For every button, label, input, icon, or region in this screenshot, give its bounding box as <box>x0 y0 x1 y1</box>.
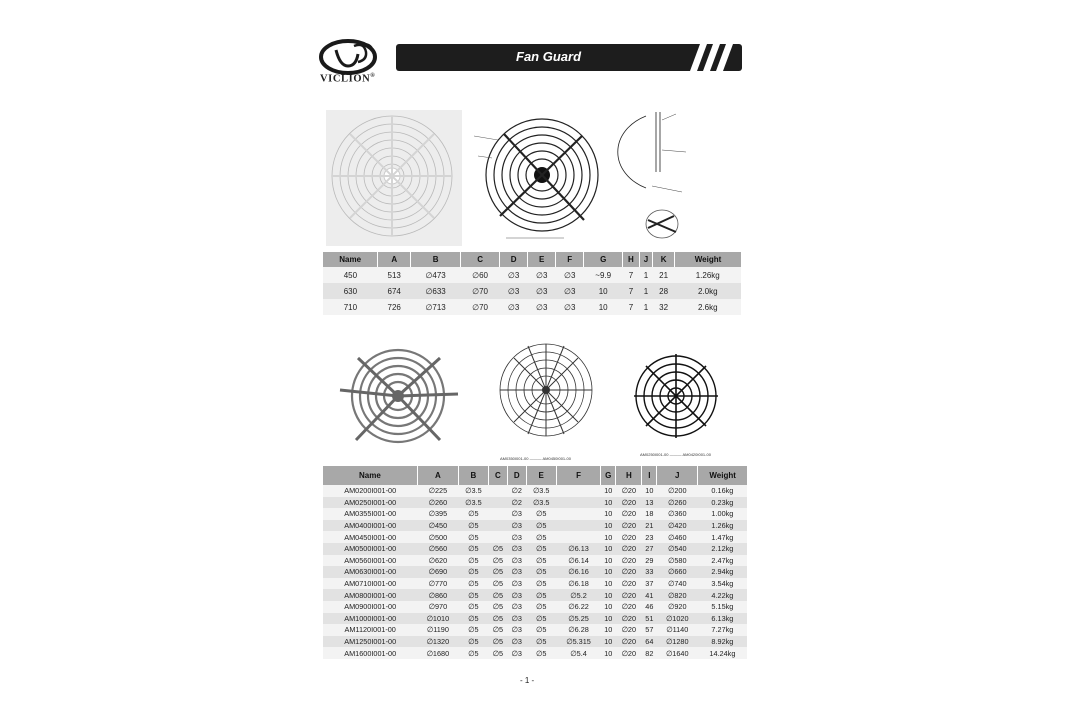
table-cell: 710 <box>323 299 378 315</box>
table-cell: ∅20 <box>616 520 642 532</box>
table-cell: ∅860 <box>417 589 458 601</box>
table-cell: ∅3 <box>507 543 526 555</box>
table-cell: ∅450 <box>417 520 458 532</box>
table-cell: ∅3 <box>528 283 556 299</box>
table-cell: ∅1680 <box>417 647 458 659</box>
table-cell: ∅3 <box>528 299 556 315</box>
table-row <box>323 555 747 567</box>
column-header: E <box>526 466 556 485</box>
table-cell: ∅20 <box>616 613 642 625</box>
table-cell: 10 <box>601 578 616 590</box>
table-cell: 7 <box>623 267 640 283</box>
table-row <box>323 578 747 590</box>
table-cell: 10 <box>601 497 616 509</box>
column-header: J <box>639 252 652 267</box>
table-cell: AM0800I001-00 <box>323 589 417 601</box>
table-cell: ∅3 <box>507 531 526 543</box>
table-cell: 7 <box>623 299 640 315</box>
table-cell: ∅633 <box>411 283 461 299</box>
table-cell: 10 <box>601 485 616 497</box>
table-cell: 13 <box>642 497 657 509</box>
table-cell: ∅6.22 <box>556 601 601 613</box>
table-cell: ∅473 <box>411 267 461 283</box>
table-cell: 674 <box>378 283 411 299</box>
table-cell: ∅6.28 <box>556 624 601 636</box>
column-header: Name <box>323 466 417 485</box>
table-cell <box>488 520 507 532</box>
table-cell: ∅690 <box>417 566 458 578</box>
table-cell: ∅3 <box>556 267 584 283</box>
table-cell: ∅3 <box>556 283 584 299</box>
column-header: Weight <box>675 252 741 267</box>
table-cell: ∅5 <box>488 543 507 555</box>
table-cell: 1 <box>639 299 652 315</box>
table-cell: 1 <box>639 283 652 299</box>
table-cell: ∅3 <box>507 520 526 532</box>
table-cell: ∅3 <box>500 299 528 315</box>
table-cell: ∅3 <box>500 283 528 299</box>
column-header: Name <box>323 252 378 267</box>
table-cell: ∅3 <box>507 601 526 613</box>
table-cell: 32 <box>653 299 675 315</box>
table-cell: ∅1190 <box>417 624 458 636</box>
table-cell: ∅20 <box>616 647 642 659</box>
table-cell: 28 <box>653 283 675 299</box>
table-cell: ∅820 <box>657 589 698 601</box>
table-row <box>323 531 747 543</box>
table-cell: ∅20 <box>616 624 642 636</box>
table-cell: 2.47kg <box>698 555 747 567</box>
table-cell: 10 <box>601 636 616 648</box>
table-cell: ∅5 <box>488 613 507 625</box>
table-cell: ∅5 <box>458 531 488 543</box>
table-cell: ∅1320 <box>417 636 458 648</box>
column-header: H <box>616 466 642 485</box>
fan-guard-drawing-small <box>626 350 728 444</box>
table-cell: ∅5 <box>458 636 488 648</box>
table-cell: ∅5.315 <box>556 636 601 648</box>
table-cell: 21 <box>653 267 675 283</box>
table-cell: ∅20 <box>616 531 642 543</box>
table-cell: ∅3.5 <box>458 497 488 509</box>
table-cell: AM1120I001-00 <box>323 624 417 636</box>
column-header: J <box>657 466 698 485</box>
table-cell: 2.94kg <box>698 566 747 578</box>
table-cell: ∅6.13 <box>556 543 601 555</box>
spec-table-1 <box>323 252 741 315</box>
table-cell: ∅5 <box>488 555 507 567</box>
table-cell: 18 <box>642 508 657 520</box>
table-cell: ∅5 <box>458 624 488 636</box>
table-cell: 21 <box>642 520 657 532</box>
table-cell: 27 <box>642 543 657 555</box>
table-cell: ∅500 <box>417 531 458 543</box>
table-cell: ∅3 <box>556 299 584 315</box>
table-cell: 33 <box>642 566 657 578</box>
table-cell: ∅5 <box>526 543 556 555</box>
table-cell: AM1000I001-00 <box>323 613 417 625</box>
table-cell: 10 <box>601 613 616 625</box>
table-cell <box>556 485 601 497</box>
table-cell: ∅3 <box>507 566 526 578</box>
table-row <box>323 636 747 648</box>
table-cell: ∅70 <box>461 299 500 315</box>
table-cell: 2.12kg <box>698 543 747 555</box>
column-header: F <box>556 466 601 485</box>
table-cell: 4.22kg <box>698 589 747 601</box>
fan-guard-drawing-side <box>616 112 700 244</box>
table-cell: ∅5 <box>458 613 488 625</box>
table-cell: ∅3 <box>507 578 526 590</box>
fan-guard-photo-flat <box>326 110 462 246</box>
table-row <box>323 299 741 315</box>
table-row <box>323 497 747 509</box>
table-cell: ∅3 <box>507 589 526 601</box>
table-cell: 10 <box>601 543 616 555</box>
table-cell: ∅920 <box>657 601 698 613</box>
table-cell: ∅20 <box>616 601 642 613</box>
table-cell: ∅5 <box>526 647 556 659</box>
table-cell: ∅20 <box>616 543 642 555</box>
table-row <box>323 647 747 659</box>
table-cell: ∅460 <box>657 531 698 543</box>
table-cell: ∅5 <box>526 601 556 613</box>
table-cell <box>556 497 601 509</box>
table-cell: 726 <box>378 299 411 315</box>
table-cell: ∅70 <box>461 283 500 299</box>
table-cell: 10 <box>601 508 616 520</box>
table-cell: ∅3.5 <box>526 497 556 509</box>
table-cell: ∅5 <box>488 624 507 636</box>
column-header: H <box>623 252 640 267</box>
table-cell <box>488 508 507 520</box>
table-cell: ∅3 <box>507 508 526 520</box>
table-cell: 1 <box>639 267 652 283</box>
table-cell <box>488 497 507 509</box>
table-cell <box>556 531 601 543</box>
table-cell: 1.00kg <box>698 508 747 520</box>
table-cell: ∅5 <box>458 578 488 590</box>
table-cell: 29 <box>642 555 657 567</box>
table-cell: 450 <box>323 267 378 283</box>
table-cell: ∅20 <box>616 555 642 567</box>
column-header: D <box>507 466 526 485</box>
table-cell: ∅3 <box>528 267 556 283</box>
table-cell: 1.47kg <box>698 531 747 543</box>
title-stripes <box>680 44 738 71</box>
table-cell: 82 <box>642 647 657 659</box>
table-cell: ∅1640 <box>657 647 698 659</box>
column-header: G <box>601 466 616 485</box>
table-cell: 7 <box>623 283 640 299</box>
column-header: B <box>411 252 461 267</box>
title-bar <box>396 44 742 71</box>
table-cell: ∅713 <box>411 299 461 315</box>
table-cell: ∅360 <box>657 508 698 520</box>
table-cell: ∅1140 <box>657 624 698 636</box>
table-cell: 51 <box>642 613 657 625</box>
table-cell: ∅5 <box>458 647 488 659</box>
column-header: F <box>556 252 584 267</box>
table-cell: ∅395 <box>417 508 458 520</box>
table-cell: ∅225 <box>417 485 458 497</box>
table-cell: AM0710I001-00 <box>323 578 417 590</box>
table-cell: 10 <box>601 520 616 532</box>
table-cell: ∅2 <box>507 497 526 509</box>
table-cell: 5.15kg <box>698 601 747 613</box>
table-cell: ∅5 <box>458 520 488 532</box>
table-cell: AM1600I001-00 <box>323 647 417 659</box>
table-cell: ∅60 <box>461 267 500 283</box>
table-cell: ∅660 <box>657 566 698 578</box>
table-row <box>323 508 747 520</box>
table-cell: ∅5 <box>458 543 488 555</box>
table-cell: ∅5 <box>458 555 488 567</box>
table-cell: ∅1010 <box>417 613 458 625</box>
table-cell: ∅5 <box>488 566 507 578</box>
table-cell: 10 <box>642 485 657 497</box>
table-row <box>323 283 741 299</box>
table-cell: 10 <box>601 601 616 613</box>
table-row <box>323 267 741 283</box>
table-row <box>323 566 747 578</box>
column-header: C <box>461 252 500 267</box>
table-cell: ∅5 <box>526 624 556 636</box>
table-cell <box>556 508 601 520</box>
table-cell: 3.54kg <box>698 578 747 590</box>
table-cell: ∅20 <box>616 497 642 509</box>
table-cell: 14.24kg <box>698 647 747 659</box>
table-cell: ∅5.25 <box>556 613 601 625</box>
table-cell <box>488 485 507 497</box>
table-cell: 7.27kg <box>698 624 747 636</box>
table-cell: ∅3 <box>507 624 526 636</box>
table-cell: AM1250I001-00 <box>323 636 417 648</box>
table-cell: ∅5 <box>526 613 556 625</box>
table-cell: ∅5 <box>458 508 488 520</box>
table-cell: 630 <box>323 283 378 299</box>
table-cell: ∅260 <box>657 497 698 509</box>
table-cell <box>556 520 601 532</box>
table-cell: 23 <box>642 531 657 543</box>
table-cell: AM0450I001-00 <box>323 531 417 543</box>
drawing-caption-right: AM0250I001-00 ——— AM0420I001-00 <box>640 452 711 457</box>
table-cell: ∅20 <box>616 636 642 648</box>
table-cell: 6.13kg <box>698 613 747 625</box>
column-header: A <box>378 252 411 267</box>
table-cell: AM0400I001-00 <box>323 520 417 532</box>
table-cell: ∅5 <box>488 589 507 601</box>
table-cell: 0.16kg <box>698 485 747 497</box>
drawing-caption-middle: AM0350I001-00 ——— AM0450I001-00 <box>500 456 571 461</box>
table-cell: ∅5 <box>458 601 488 613</box>
table-cell: ~9.9 <box>584 267 623 283</box>
table-cell: 10 <box>601 647 616 659</box>
table-row <box>323 589 747 601</box>
fan-guard-photo-round <box>336 344 460 452</box>
table-cell: ∅1020 <box>657 613 698 625</box>
table-cell: ∅20 <box>616 485 642 497</box>
table-cell: ∅20 <box>616 589 642 601</box>
table-row <box>323 543 747 555</box>
table-cell: 1.26kg <box>698 520 747 532</box>
table-cell: ∅20 <box>616 508 642 520</box>
table-cell: ∅5 <box>526 578 556 590</box>
table-cell: 41 <box>642 589 657 601</box>
column-header: D <box>500 252 528 267</box>
table-cell: ∅3 <box>507 613 526 625</box>
table-cell: ∅5 <box>526 566 556 578</box>
page-title: Fan Guard <box>516 49 582 64</box>
table-cell: ∅5 <box>458 566 488 578</box>
table-row <box>323 485 747 497</box>
table-cell: ∅5.4 <box>556 647 601 659</box>
table-cell: 10 <box>584 299 623 315</box>
column-header: C <box>488 466 507 485</box>
table-cell: 64 <box>642 636 657 648</box>
table-cell: ∅20 <box>616 566 642 578</box>
table-cell: ∅5 <box>526 520 556 532</box>
table-cell: ∅5 <box>488 647 507 659</box>
column-header: A <box>417 466 458 485</box>
table-cell: ∅740 <box>657 578 698 590</box>
table-cell: ∅200 <box>657 485 698 497</box>
table-cell: AM0200I001-00 <box>323 485 417 497</box>
table-cell: AM0630I001-00 <box>323 566 417 578</box>
table-cell: 10 <box>601 589 616 601</box>
column-header: E <box>528 252 556 267</box>
table-cell: ∅260 <box>417 497 458 509</box>
table-cell: ∅3.5 <box>458 485 488 497</box>
table-cell: ∅5 <box>458 589 488 601</box>
column-header: Weight <box>698 466 747 485</box>
table-cell: ∅5 <box>488 578 507 590</box>
table-row <box>323 520 747 532</box>
table-cell: 2.0kg <box>675 283 741 299</box>
table-row <box>323 601 747 613</box>
table-cell: ∅6.14 <box>556 555 601 567</box>
table-cell: ∅770 <box>417 578 458 590</box>
table-cell: ∅560 <box>417 543 458 555</box>
table-cell: ∅2 <box>507 485 526 497</box>
table-cell <box>488 531 507 543</box>
table-cell: 10 <box>601 624 616 636</box>
table-cell: ∅970 <box>417 601 458 613</box>
table-cell: 37 <box>642 578 657 590</box>
table-cell: ∅420 <box>657 520 698 532</box>
table-cell: 513 <box>378 267 411 283</box>
table-row <box>323 624 747 636</box>
table-cell: 10 <box>601 566 616 578</box>
table-cell: 10 <box>601 531 616 543</box>
table-cell: ∅6.18 <box>556 578 601 590</box>
column-header: K <box>653 252 675 267</box>
table-cell: ∅3 <box>507 647 526 659</box>
table-cell: ∅5 <box>526 589 556 601</box>
table-cell: ∅3 <box>507 555 526 567</box>
table-cell: 8.92kg <box>698 636 747 648</box>
table-cell: AM0355I001-00 <box>323 508 417 520</box>
table-cell: AM0250I001-00 <box>323 497 417 509</box>
table-cell: 0.23kg <box>698 497 747 509</box>
table-cell: ∅5.2 <box>556 589 601 601</box>
table-cell: ∅1280 <box>657 636 698 648</box>
table-cell: ∅3 <box>500 267 528 283</box>
table-cell: ∅5 <box>488 636 507 648</box>
table-cell: AM0900I001-00 <box>323 601 417 613</box>
table-cell: 10 <box>584 283 623 299</box>
table-cell: ∅6.16 <box>556 566 601 578</box>
table-cell: 1.26kg <box>675 267 741 283</box>
table-cell: ∅3 <box>507 636 526 648</box>
column-header: B <box>458 466 488 485</box>
table-cell: ∅5 <box>526 636 556 648</box>
fan-guard-drawing-front <box>474 112 606 246</box>
table-cell: 2.6kg <box>675 299 741 315</box>
table-cell: 46 <box>642 601 657 613</box>
table-cell: ∅3.5 <box>526 485 556 497</box>
table-cell: ∅5 <box>488 601 507 613</box>
table-cell: ∅5 <box>526 531 556 543</box>
page-number: - 1 - <box>520 676 535 685</box>
table-cell: ∅5 <box>526 508 556 520</box>
spec-table-2 <box>323 466 747 659</box>
column-header: I <box>642 466 657 485</box>
column-header: G <box>584 252 623 267</box>
table-cell: 10 <box>601 555 616 567</box>
table-cell: 57 <box>642 624 657 636</box>
table-cell: ∅580 <box>657 555 698 567</box>
table-cell: ∅620 <box>417 555 458 567</box>
table-row <box>323 613 747 625</box>
table-cell: ∅20 <box>616 578 642 590</box>
fan-guard-drawing-medium <box>484 340 610 444</box>
brand-name: VICLION® <box>320 73 376 85</box>
table-cell: ∅5 <box>526 555 556 567</box>
table-cell: AM0500I001-00 <box>323 543 417 555</box>
table-cell: ∅540 <box>657 543 698 555</box>
table-cell: AM0560I001-00 <box>323 555 417 567</box>
